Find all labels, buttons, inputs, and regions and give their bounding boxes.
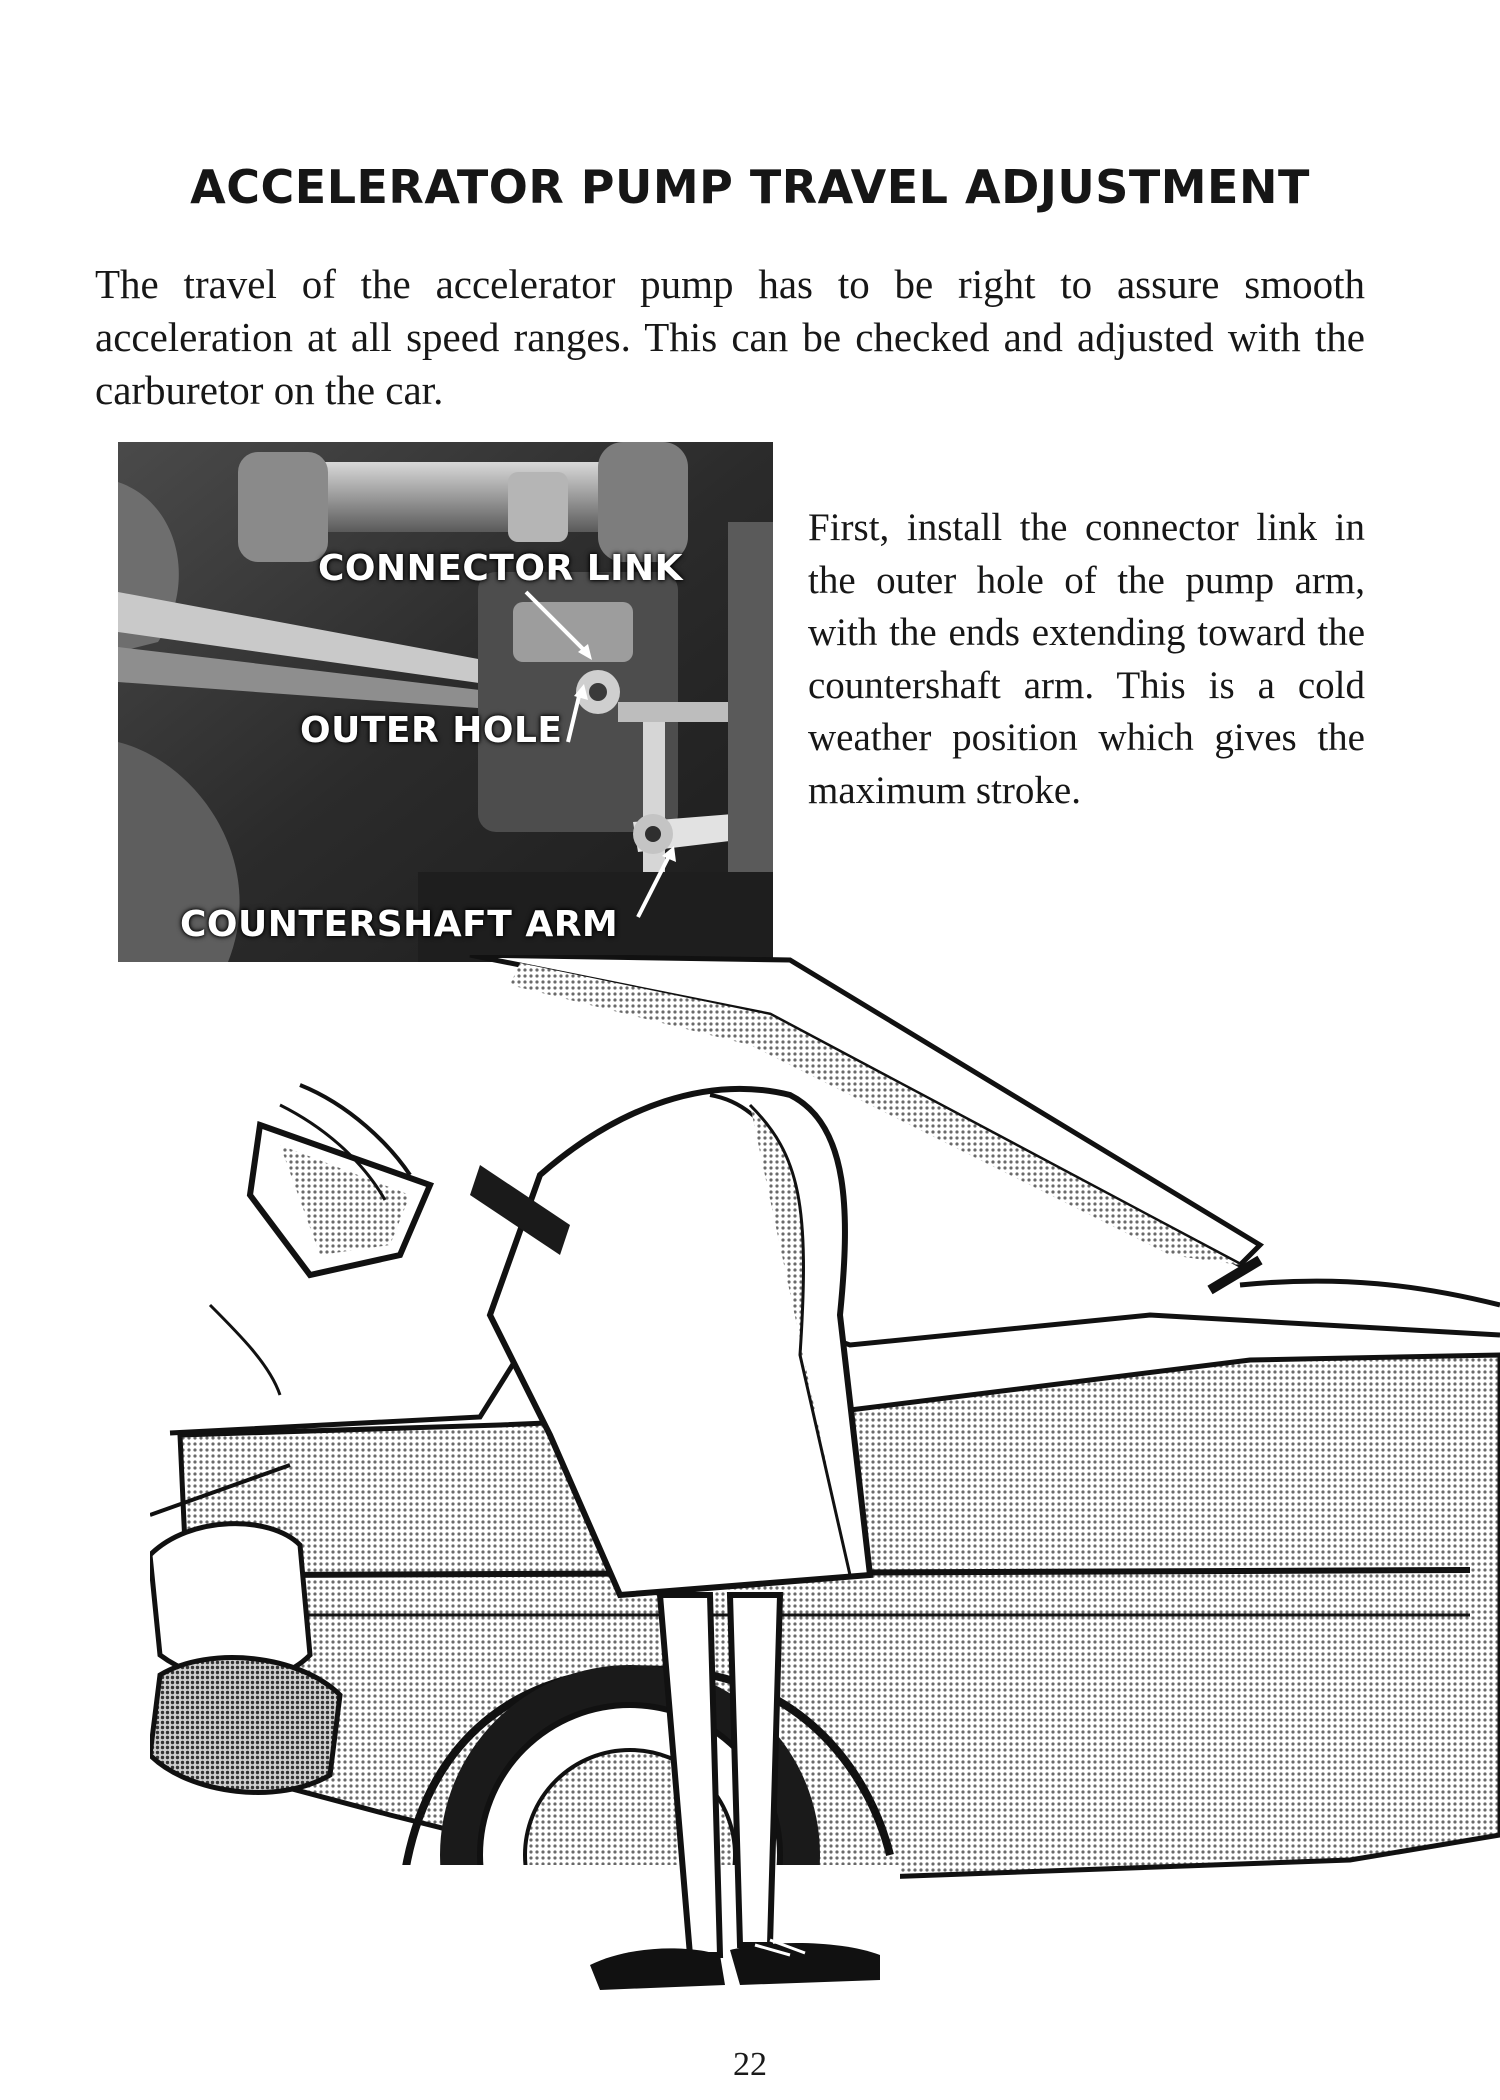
countershaft-arm-label: COUNTERSHAFT ARM <box>180 904 619 945</box>
step-paragraph: First, install the connector link in the outer hole of the pump arm, with the ends extending toward the countershaft arm. This is a cold weather position which gives the maximum stroke. <box>808 506 1365 812</box>
page-title: ACCELERATOR PUMP TRAVEL ADJUSTMENT <box>190 160 1310 214</box>
carburetor-photo <box>118 442 773 962</box>
intro-paragraph: The travel of the accelerator pump has to be right to assure smooth acceleration at all speed ranges. This can be checked and adjusted with the carburetor on the car. <box>95 261 1365 413</box>
page-number: 22 <box>733 2046 767 2083</box>
carburetor-photo-image <box>118 442 773 962</box>
connector-link-label: CONNECTOR LINK <box>318 548 684 589</box>
outer-hole-label: OUTER HOLE <box>300 710 563 751</box>
mechanic-car-illustration <box>150 955 1500 2030</box>
